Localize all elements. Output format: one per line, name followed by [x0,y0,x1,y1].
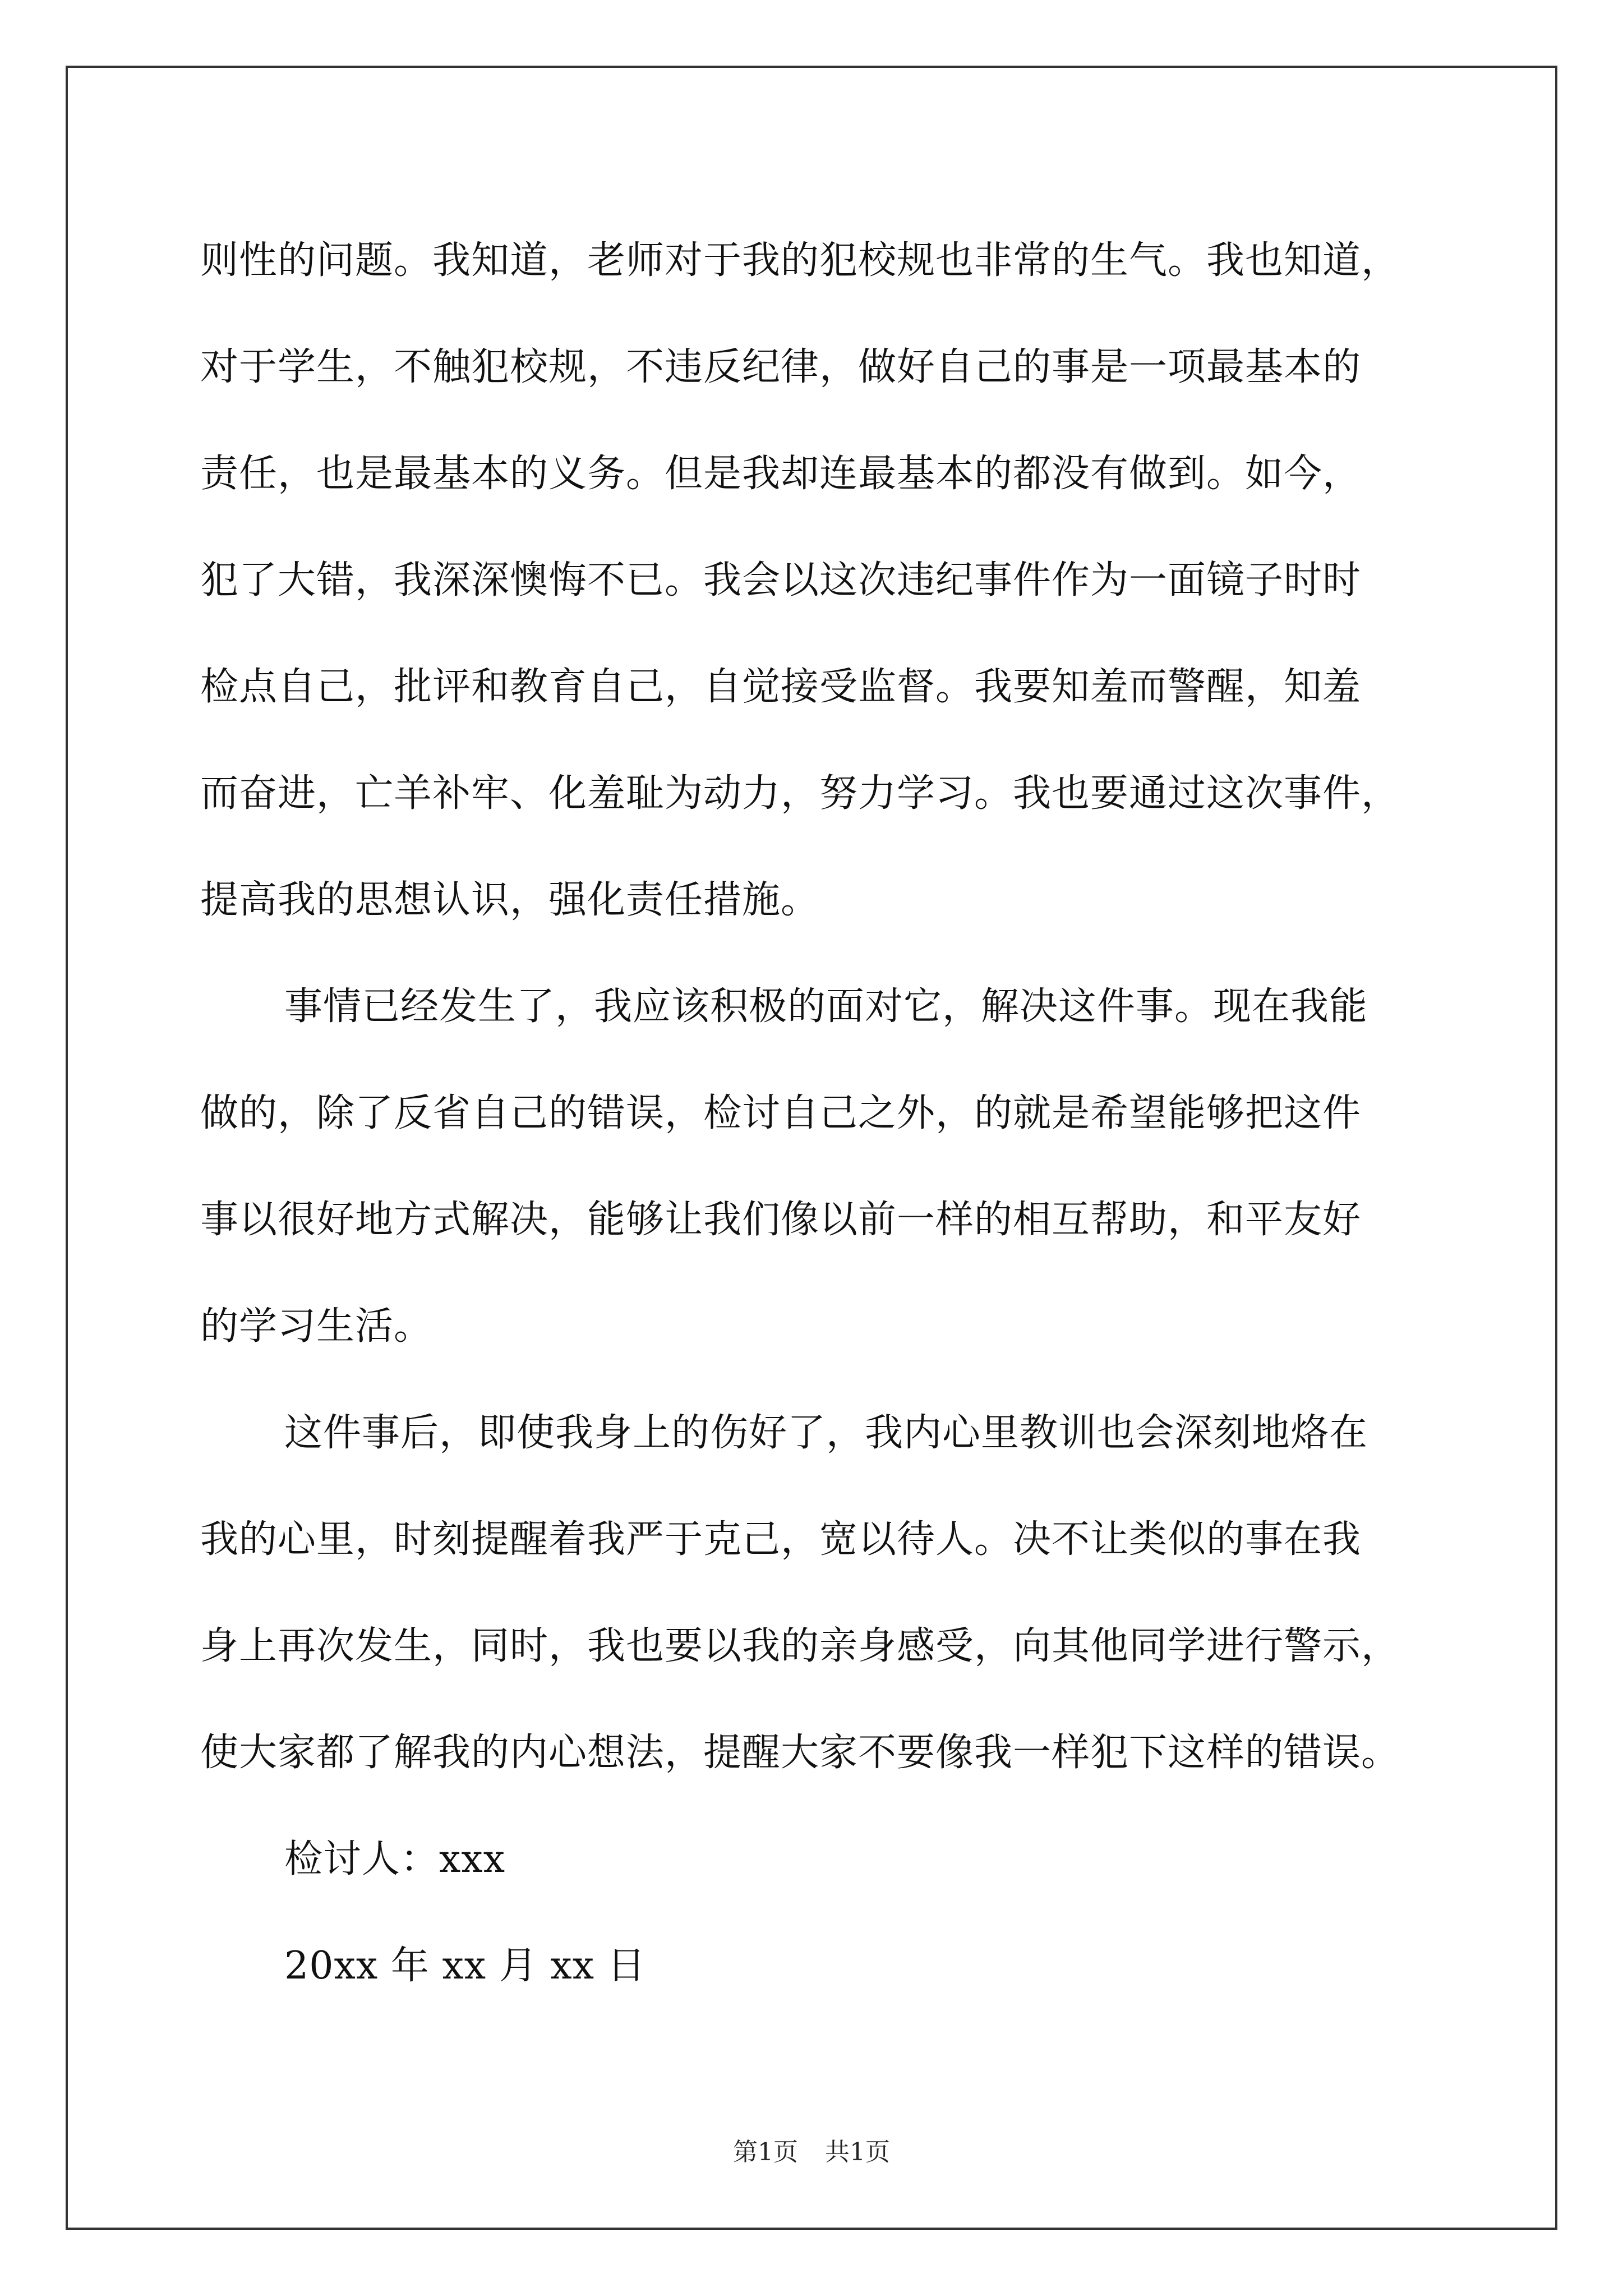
paragraph-1 [200,208,1445,954]
text-line: 的学习生活。 [200,1304,433,1349]
text-line: 使大家都了解我的内心想法，提醒大家不要像我一样犯下这样的错误。 [200,1731,1400,1775]
paragraph-3 [200,1380,1445,1806]
page-footer [0,2132,1623,2168]
text-line: 这件事后，即使我身上的伤好了，我内心里教训也会深刻地烙在 [284,1411,1368,1455]
text-line: 责任，也是最基本的义务。但是我却连最基本的都没有做到。如今， [200,452,1362,496]
paragraph-2 [200,954,1445,1380]
text-line: 提高我的思想认识，强化责任措施。 [200,878,820,922]
text-line: 事以很好地方式解决，能够让我们像以前一样的相互帮助，和平友好 [200,1198,1362,1242]
text-line: 而奋进，亡羊补牢、化羞耻为动力，努力学习。我也要通过这次事件， [200,771,1400,816]
text-line: 犯了大错，我深深懊悔不已。我会以这次违纪事件作为一面镜子时时 [200,558,1362,602]
text-line: 我的心里，时刻提醒着我严于克己，宽以待人。决不让类似的事在我 [200,1517,1362,1562]
text-line: 检点自己，批评和教育自己，自觉接受监督。我要知羞而警醒，知羞 [200,665,1362,709]
page-number-total: 共1页 [825,2138,890,2166]
text-line: 做的，除了反省自己的错误，检讨自己之外，的就是希望能够把这件 [200,1091,1362,1135]
page-number-current: 第1页 [733,2138,798,2166]
text-line: 身上再次发生，同时，我也要以我的亲身感受，向其他同学进行警示， [200,1624,1400,1668]
text-line: 对于学生，不触犯校规，不违反纪律，做好自己的事是一项最基本的 [200,345,1362,389]
signature: 检讨人：xxx [284,1837,506,1881]
text-line: 事情已经发生了，我应该积极的面对它，解决这件事。现在我能 [284,984,1368,1029]
text-line: 则性的问题。我知道，老师对于我的犯校规也非常的生气。我也知道， [200,238,1400,283]
document-body [200,208,1445,2019]
date: 20xx 年 xx 月 xx 日 [284,1944,646,1988]
